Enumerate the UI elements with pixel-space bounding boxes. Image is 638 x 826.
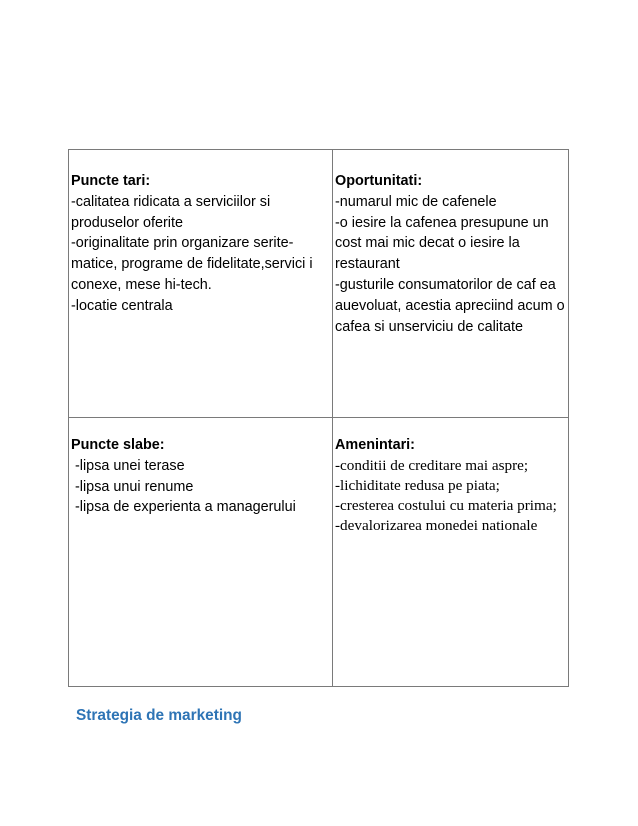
threats-item: -lichiditate redusa pe piata; — [335, 477, 500, 494]
weaknesses-item: -lipsa unei terase — [71, 457, 185, 474]
threats-item: -devalorizarea monedei nationale — [335, 517, 538, 535]
threats-item: -conditii de creditare mai aspre; — [335, 456, 529, 474]
weaknesses-cell — [69, 418, 333, 686]
weaknesses-title: Puncte slabe: — [71, 437, 165, 453]
threats-title: Amenintari: — [335, 437, 415, 453]
strengths-cell — [69, 150, 333, 418]
weaknesses-item: -lipsa de experienta a managerului — [71, 499, 296, 516]
opportunities-item: -gusturile consumatorilor de caf ea auevoluat, acestia apreciind acum o cafea si unserviciu de calitate — [335, 276, 569, 335]
strengths-item: -locatie centrala — [71, 297, 173, 314]
swot-table — [68, 149, 569, 687]
strengths-item: -originalitate prin organizare serite-matice, programe de fidelitate,servici i conexe, mese hi-tech. — [71, 235, 317, 293]
threats-cell — [333, 418, 568, 686]
opportunities-item: -o iesire la cafenea presupune un cost mai mic decat o iesire la restaurant — [335, 214, 553, 273]
weaknesses-item: -lipsa unui renume — [71, 478, 194, 495]
strengths-title: Puncte tari: — [71, 173, 151, 189]
strengths-item: -calitatea ridicata a serviciilor si produselor oferite — [71, 193, 275, 231]
opportunities-title: Oportunitati: — [335, 173, 423, 189]
opportunities-item: -numarul mic de cafenele — [335, 193, 497, 210]
section-heading: Strategia de marketing — [76, 707, 242, 724]
opportunities-cell — [333, 150, 568, 418]
threats-item: -cresterea costului cu materia prima; — [335, 497, 557, 515]
